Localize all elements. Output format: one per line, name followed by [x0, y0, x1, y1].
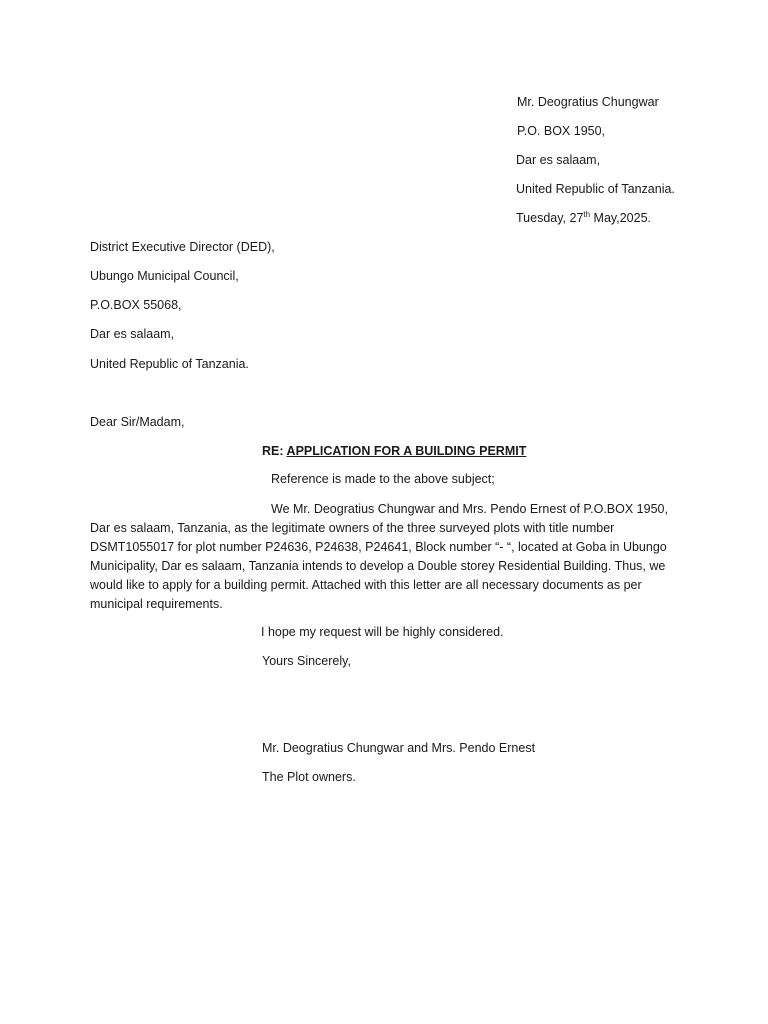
recipient-po-box: P.O.BOX 55068, [90, 298, 182, 312]
body-line: would like to apply for a building permit. Attached with this letter are all necessary documents as per [90, 578, 642, 592]
recipient-council: Ubungo Municipal Council, [90, 269, 239, 283]
date-ordinal: th [583, 209, 591, 219]
subject-line [262, 443, 526, 459]
sender-country: United Republic of Tanzania. [516, 182, 675, 196]
body-line: Municipality, Dar es salaam, Tanzania intends to develop a Double storey Residential Building. Thus, we [90, 559, 666, 573]
salutation: Dear Sir/Madam, [90, 415, 185, 429]
signers-names: Mr. Deogratius Chungwar and Mrs. Pendo Ernest [262, 741, 536, 755]
date-suffix: May,2025. [590, 211, 651, 225]
recipient-title: District Executive Director (DED), [90, 240, 275, 254]
sender-city: Dar es salaam, [516, 153, 601, 167]
body-line: Dar es salaam, Tanzania, as the legitimate owners of the three surveyed plots with title number [90, 521, 615, 535]
closing-hope: I hope my request will be highly considered. [261, 625, 504, 639]
body-paragraph [90, 500, 680, 614]
date-prefix: Tuesday, 27 [516, 211, 584, 225]
sender-po-box: P.O. BOX 1950, [517, 124, 606, 138]
closing-phrase: Yours Sincerely, [262, 654, 351, 668]
recipient-city: Dar es salaam, [90, 327, 175, 341]
recipient-country: United Republic of Tanzania. [90, 357, 249, 371]
letter-date [516, 210, 651, 226]
body-line: We Mr. Deogratius Chungwar and Mrs. Pendo Ernest of P.O.BOX 1950, [271, 502, 668, 516]
subject-prefix: RE: [262, 444, 287, 458]
body-line: DSMT1055017 for plot number P24636, P24638, P24641, Block number “- “, located at Goba in Ubungo [90, 540, 667, 554]
body-line: municipal requirements. [90, 597, 223, 611]
reference-line: Reference is made to the above subject; [271, 472, 495, 486]
sender-name: Mr. Deogratius Chungwar [517, 95, 659, 109]
subject-text: APPLICATION FOR A BUILDING PERMIT [286, 444, 527, 458]
signers-role: The Plot owners. [262, 770, 356, 784]
